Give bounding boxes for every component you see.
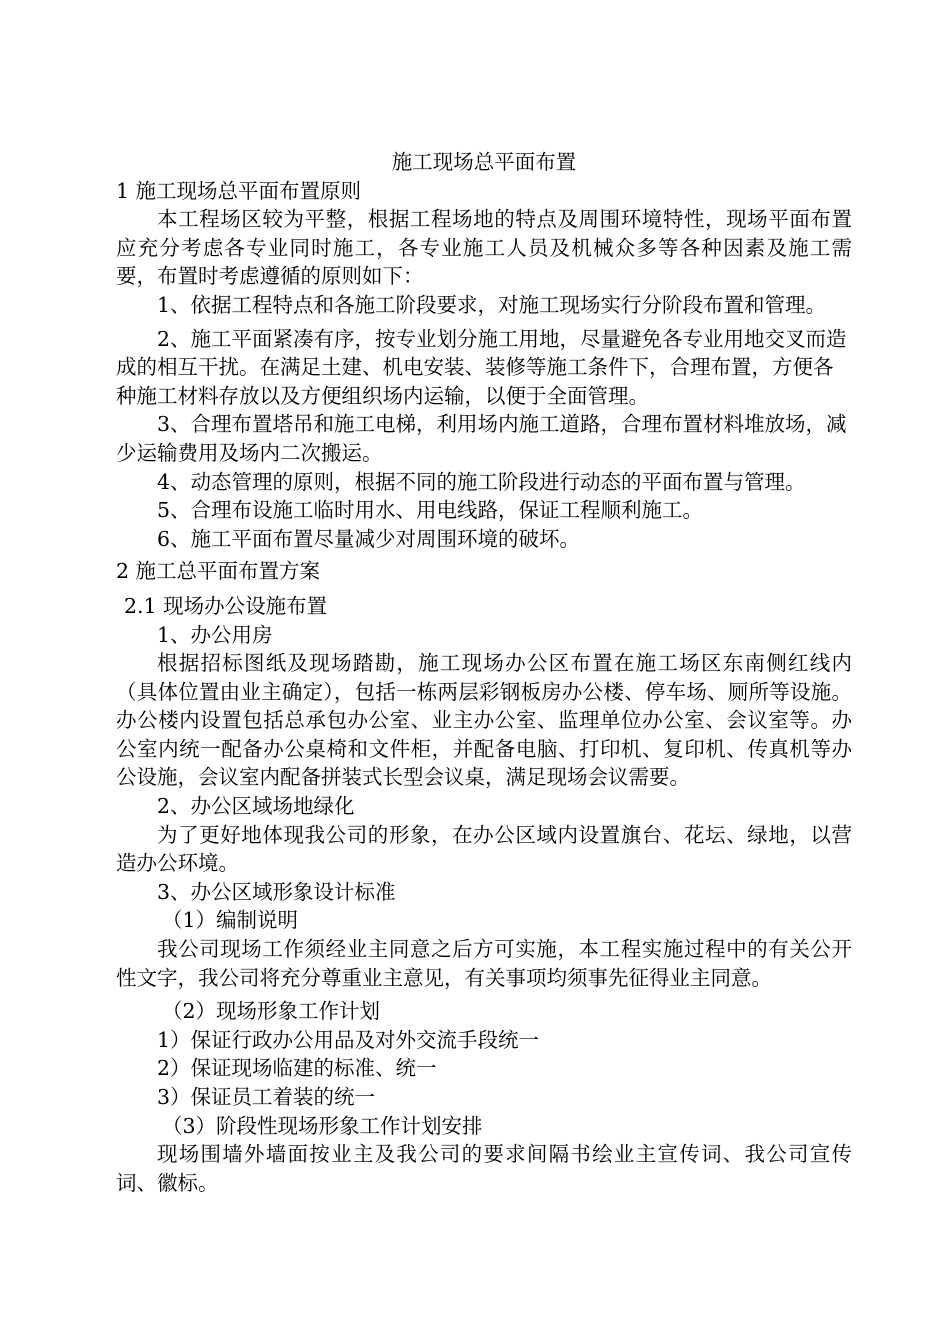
section-2-1-heading: 2.1 现场办公设施布置 <box>124 593 328 618</box>
principle-item-6: 6、施工平面布置尽量减少对周围环境的破坏。 <box>157 526 581 551</box>
plan-title: （2）现场形象工作计划 <box>162 999 381 1024</box>
note-title: （1）编制说明 <box>162 908 299 933</box>
stage-text: 现场围墙外墙面按业主及我公司的要求间隔书绘业主宣传词、我公司宣传词、徽标。 <box>116 1142 852 1195</box>
document-page <box>116 148 852 1197</box>
principle-item-2: 2、施工平面紧凑有序，按专业划分施工用地，尽量避免各专业用地交叉而造成的相互干扰。在满足土建、机电安装、装修等施工条件下，合理布置，方便各种施工材料存放以及方便组织场内运输，以便于全面管理。 <box>116 326 847 408</box>
image-standard-title: 3、办公区域形象设计标准 <box>157 879 396 904</box>
section-1-heading: 1 施工现场总平面布置原则 <box>116 178 362 203</box>
office-building-text: 根据招标图纸及现场踏勘，施工现场办公区布置在施工场区东南侧红线内（具体位置由业主确定），包括一栋两层彩钢板房办公楼、停车场、厕所等设施。办公楼内设置包括总承包办公室、业主办公室、监理单位办公室、会议室等。办公室内统一配备办公桌椅和文件柜，并配备电脑、打印机、复印机、传真机等办公设施，会议室内配备拼装式长型会议桌，满足现场会议需要。 <box>116 651 852 790</box>
principle-item-5: 5、合理布设施工临时用水、用电线路，保证工程顺利施工。 <box>157 498 704 523</box>
greening-title: 2、办公区域场地绿化 <box>157 794 355 819</box>
stage-title: （3）阶段性现场形象工作计划安排 <box>162 1113 483 1138</box>
note-text: 我公司现场工作须经业主同意之后方可实施，本工程实施过程中的有关公开性文字，我公司将充分尊重业主意见，有关事项均须事先征得业主同意。 <box>116 937 852 990</box>
document-title: 施工现场总平面布置 <box>391 150 577 174</box>
section-2-heading: 2 施工总平面布置方案 <box>116 559 321 584</box>
office-building-title: 1、办公用房 <box>157 622 273 647</box>
section-1-intro: 本工程场区较为平整，根据工程场地的特点及周围环境特性，现场平面布置应充分考虑各专业同时施工，各专业施工人员及机械众多等各种因素及施工需要，布置时考虑遵循的原则如下： <box>116 207 852 289</box>
plan-item-1: 1）保证行政办公用品及对外交流手段统一 <box>157 1027 540 1052</box>
principle-item-3: 3、合理布置塔吊和施工电梯，利用场内施工道路，合理布置材料堆放场，减少运输费用及场内二次搬运。 <box>116 412 847 465</box>
plan-item-3: 3）保证员工着装的统一 <box>157 1085 376 1109</box>
principle-item-4: 4、动态管理的原则，根据不同的施工阶段进行动态的平面布置与管理。 <box>157 469 806 494</box>
plan-item-2: 2）保证现场临建的标准、统一 <box>157 1056 437 1081</box>
greening-text: 为了更好地体现我公司的形象，在办公区域内设置旗台、花坛、绿地，以营造办公环境。 <box>116 822 852 876</box>
principle-item-1: 1、依据工程特点和各施工阶段要求，对施工现场实行分阶段布置和管理。 <box>157 292 827 317</box>
